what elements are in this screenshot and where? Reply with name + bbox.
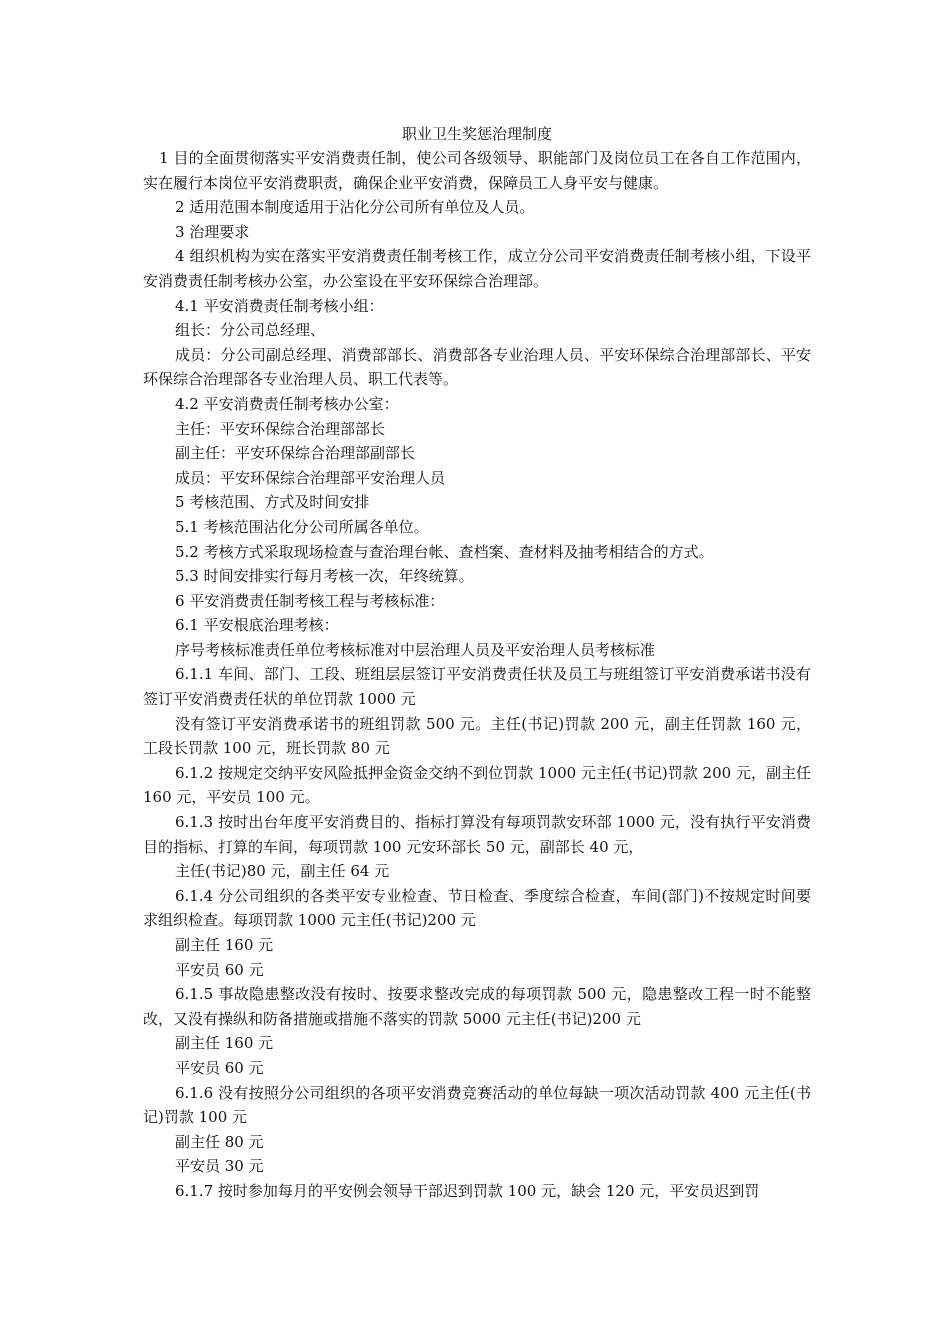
paragraph-team-members: 成员：分公司副总经理、消费部部长、消费部各专业治理人员、平安环保综合治理部部长、平安环保综合治理部各专业治理人员、职工代表等。 <box>143 345 811 389</box>
paragraph-5-1: 5.1 考核范围沾化分公司所属各单位。 <box>175 517 429 536</box>
paragraph-5-3: 5.3 时间安排实行每月考核一次，年终统算。 <box>175 567 474 586</box>
paragraph-6: 6 平安消费责任制考核工程与考核标准： <box>175 591 445 610</box>
paragraph-6-1-6: 6.1.6 没有按照分公司组织的各项平安消费竞赛活动的单位每缺一项次活动罚款 400 元主任(书记)罚款 100 元 <box>143 1083 811 1127</box>
paragraph-6-1-5-safety: 平安员 60 元 <box>175 1058 264 1077</box>
paragraph-5-2: 5.2 考核方式采取现场检查与查治理台帐、查档案、查材料及抽考相结合的方式。 <box>175 542 714 561</box>
paragraph-6-1-5: 6.1.5 事故隐患整改没有按时、按要求整改完成的每项罚款 500 元，隐患整改工程一时不能整改，又没有操纵和防备措施或措施不落实的罚款 5000 元主任(书记)200 元 <box>143 985 811 1028</box>
paragraph-6-1-6-deputy: 副主任 80 元 <box>175 1132 264 1151</box>
paragraph-4-2: 4.2 平安消费责任制考核办公室： <box>175 394 399 413</box>
paragraph-4-1: 4.1 平安消费责任制考核小组： <box>175 296 384 315</box>
document-body <box>143 146 811 1204</box>
paragraph-6-1-3: 6.1.3 按时出台年度平安消费目的、指标打算没有每项罚款安环部 1000 元，没有执行平安消费目的指标、打算的车间，每项罚款 100 元安环部长 50 元，副部长 40 元， <box>143 813 811 856</box>
paragraph-purpose: 1 目的全面贯彻落实平安消费责任制，使公司各级领导、职能部门及岗位员工在各自工作范围内，实在履行本岗位平安消费职责，确保企业平安消费，保障员工人身平安与健康。 <box>143 149 811 192</box>
paragraph-6-1-7: 6.1.7 按时参加每月的平安例会领导干部迟到罚款 100 元，缺会 120 元，平安员迟到罚 <box>175 1181 760 1200</box>
paragraph-6-1-3-cont: 主任(书记)80 元，副主任 64 元 <box>175 862 390 881</box>
paragraph-office-members: 成员：平安环保综合治理部平安治理人员 <box>175 468 446 487</box>
paragraph-6-1-5-deputy: 副主任 160 元 <box>175 1034 274 1053</box>
document-title: 职业卫生奖惩治理制度 <box>401 125 552 143</box>
paragraph-5: 5 考核范围、方式及时间安排 <box>175 493 370 512</box>
document-page <box>143 122 811 1204</box>
paragraph-organization: 4 组织机构为实在落实平安消费责任制考核工作，成立分公司平安消费责任制考核小组，下设平安消费责任制考核办公室，办公室设在平安环保综合治理部。 <box>143 247 811 290</box>
paragraph-table-header: 序号考核标准责任单位考核标准对中层治理人员及平安治理人员考核标准 <box>175 640 656 659</box>
paragraph-6-1: 6.1 平安根底治理考核： <box>175 616 339 635</box>
paragraph-office-director: 主任：平安环保综合治理部部长 <box>175 419 386 438</box>
paragraph-management-requirements: 3 治理要求 <box>175 222 250 241</box>
paragraph-6-1-1: 6.1.1 车间、部门、工段、班组层层签订平安消费责任状及员工与班组签订平安消费承诺书没有签订平安消费责任状的单位罚款 1000 元 <box>143 665 811 709</box>
paragraph-6-1-1-cont: 没有签订平安消费承诺书的班组罚款 500 元。主任(书记)罚款 200 元，副主任罚款 160 元，工段长罚款 100 元，班长罚款 80 元 <box>143 714 811 758</box>
paragraph-office-deputy: 副主任：平安环保综合治理部副部长 <box>175 444 416 463</box>
paragraph-6-1-4-deputy: 副主任 160 元 <box>175 936 274 954</box>
paragraph-scope: 2 适用范围本制度适用于沾化分公司所有单位及人员。 <box>175 198 535 217</box>
paragraph-6-1-4: 6.1.4 分公司组织的各类平安专业检查、节日检查、季度综合检查，车间(部门)不按规定时间要求组织检查。每项罚款 1000 元主任(书记)200 元 <box>143 886 811 930</box>
paragraph-6-1-2: 6.1.2 按规定交纳平安风险抵押金资金交纳不到位罚款 1000 元主任(书记)罚款 200 元，副主任 160 元，平安员 100 元。 <box>143 763 811 807</box>
paragraph-6-1-4-safety: 平安员 60 元 <box>175 960 264 979</box>
paragraph-team-leader: 组长：分公司总经理、 <box>175 321 326 340</box>
paragraph-6-1-6-safety: 平安员 30 元 <box>175 1157 264 1176</box>
